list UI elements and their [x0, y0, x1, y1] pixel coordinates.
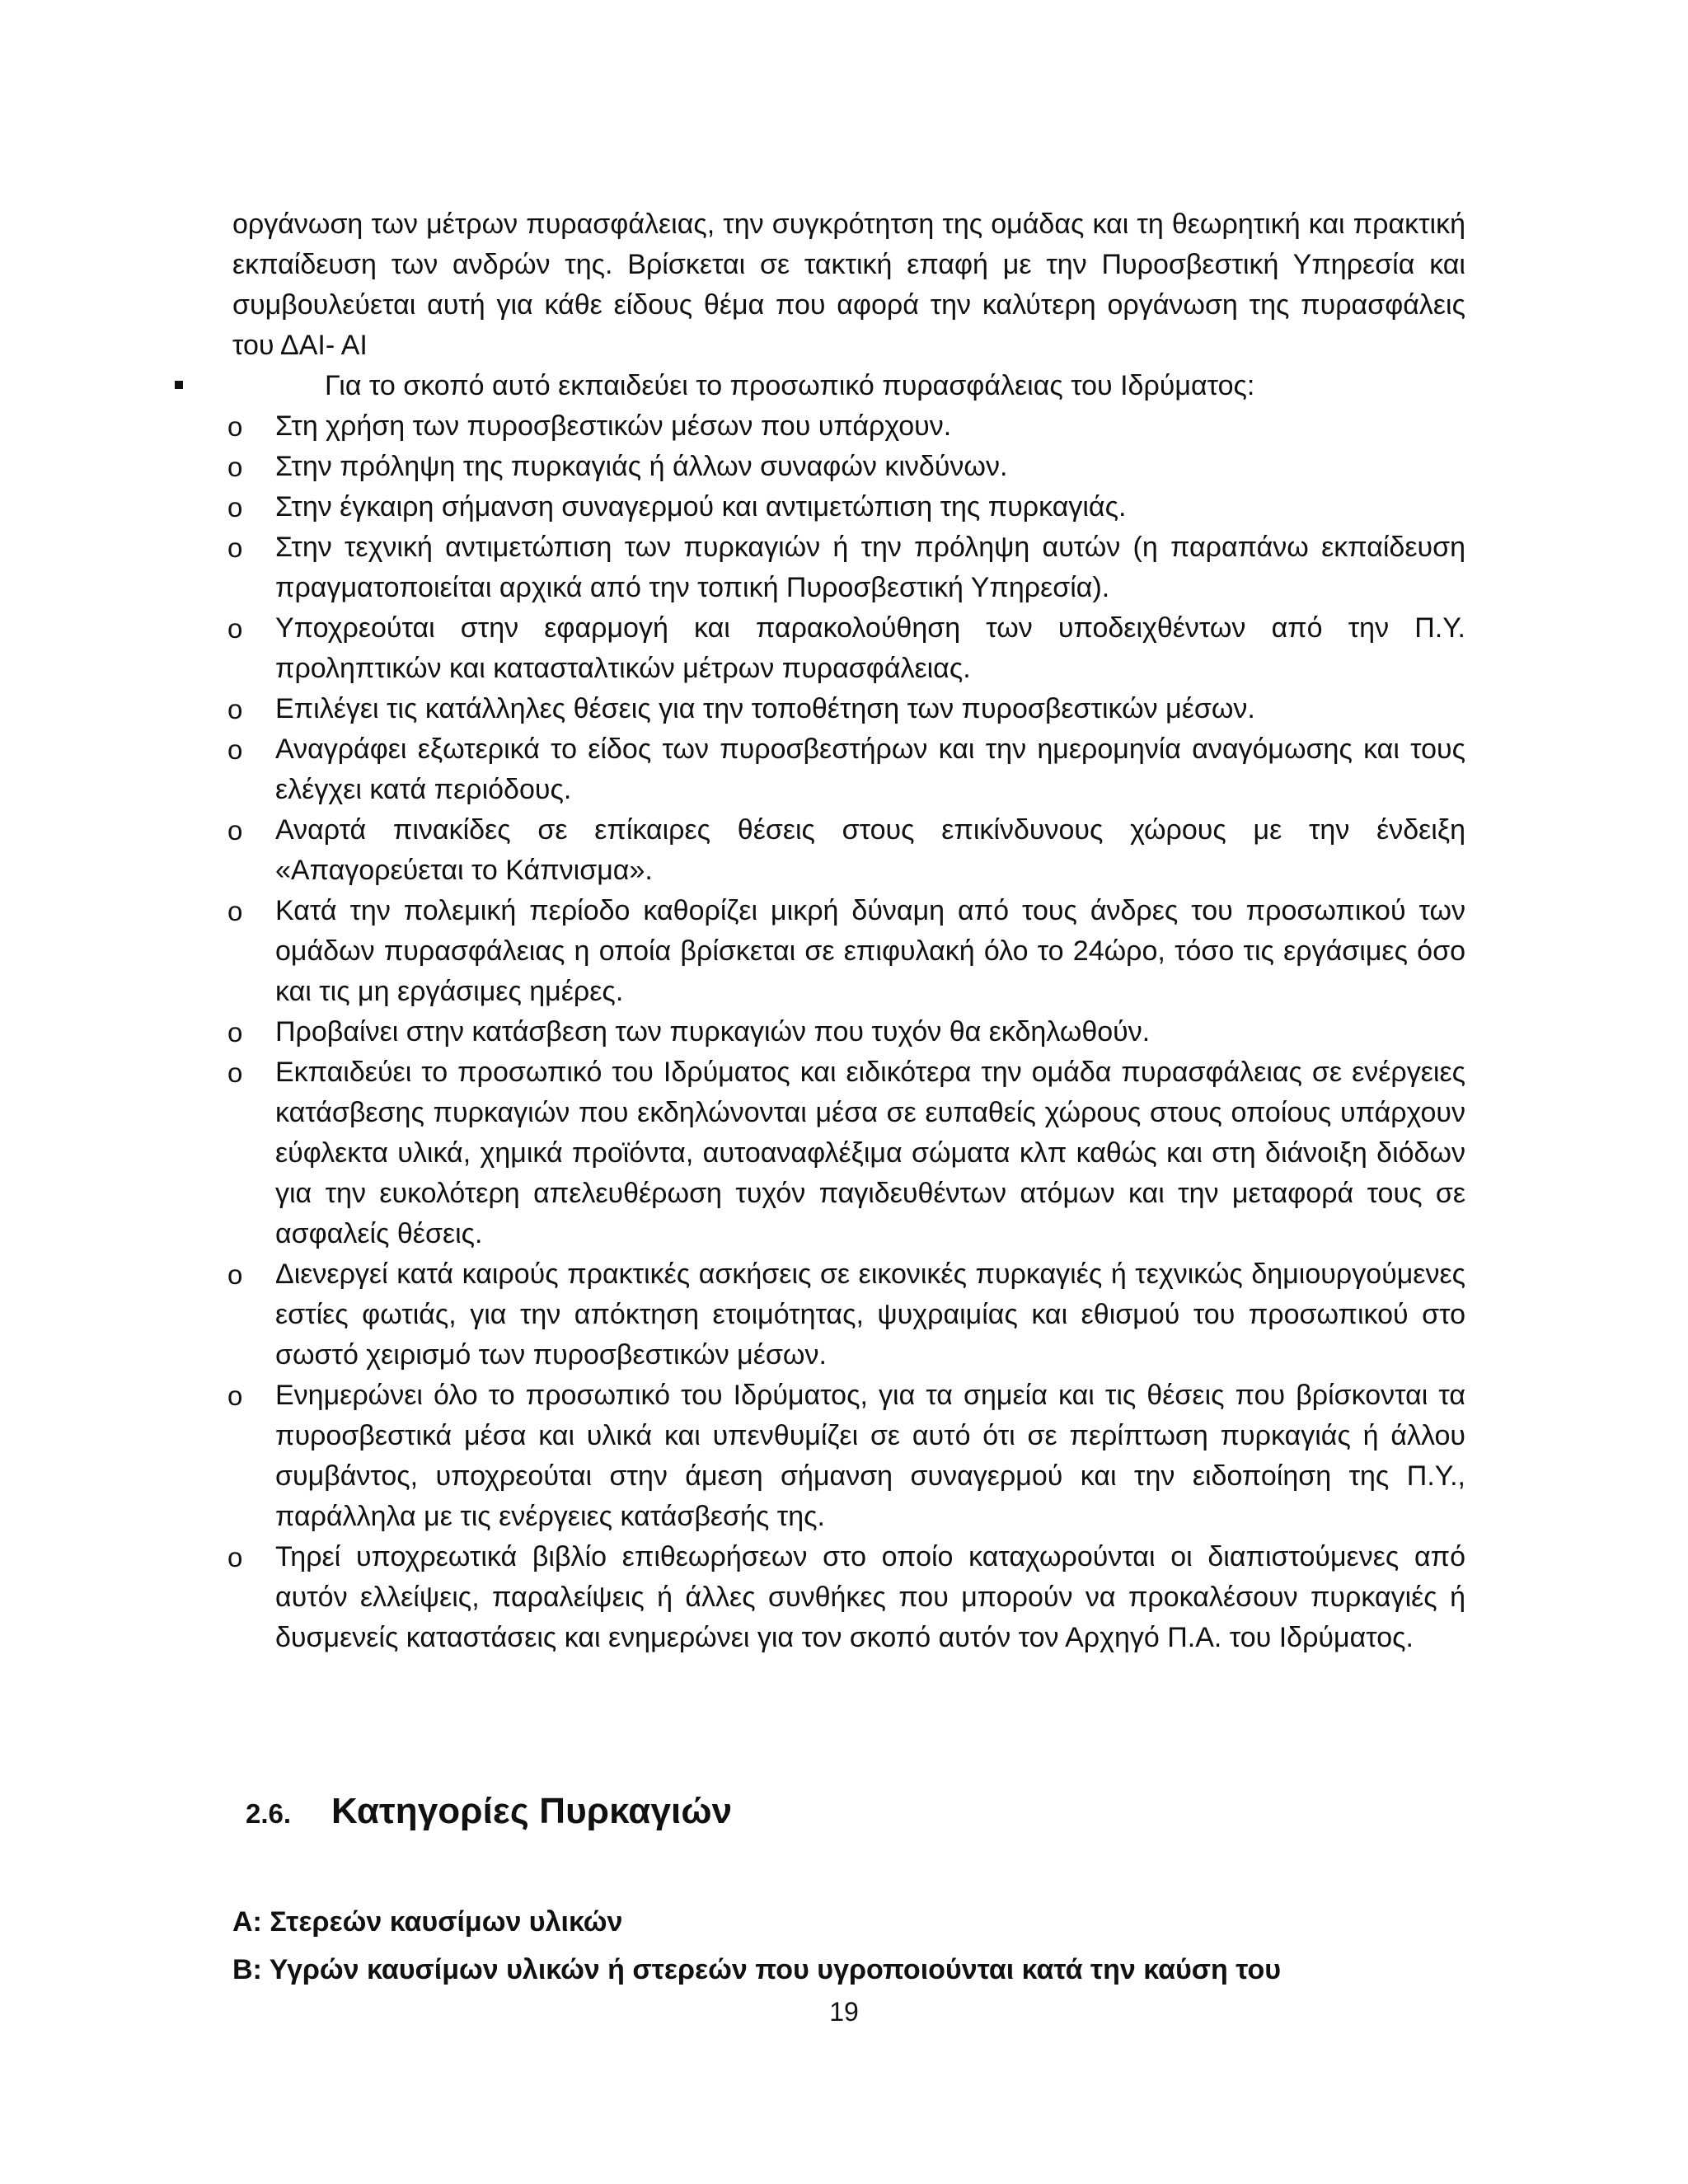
section-number: 2.6. [246, 1798, 292, 1829]
list-item-text: Κατά την πολεμική περίοδο καθορίζει μικρή δύναμη από τους άνδρες του προσωπικού των ομάδων πυρασφάλειας η οποία βρίσκεται σε επιφυλακή όλο το 24ώρο, τόσο τις εργάσιμες όσο και τις μη εργάσιμες ημέρες. [275, 895, 1465, 1007]
list-item-text: Στην έγκαιρη σήμανση συναγερμού και αντιμετώπιση της πυρκαγιάς. [275, 491, 1127, 523]
circle-bullet-icon: o [227, 492, 243, 523]
circle-bullet-icon: o [227, 411, 243, 442]
list-item-text: Διενεργεί κατά καιρούς πρακτικές ασκήσεις σε εικονικές πυρκαγιές ή τεχνικώς δημιουργούμενες εστίες φωτιάς, για την απόκτηση ετοιμότητας, ψυχραιμίας και εθισμού του προσωπικού στο σωστό χειρισμό των πυροσβεστικών μέσων. [275, 1258, 1465, 1371]
circle-bullet-icon: o [227, 815, 243, 846]
circle-bullet-icon: o [227, 452, 243, 482]
circle-bullet-icon: o [227, 694, 243, 724]
list-item [227, 1537, 1465, 1658]
section-title: Κατηγορίες Πυρκαγιών [331, 1791, 733, 1831]
circle-bullet-icon: o [227, 1057, 243, 1088]
list-item [227, 487, 1465, 527]
list-item [227, 1376, 1465, 1537]
square-bullet-icon [175, 381, 183, 389]
list-item [227, 527, 1465, 608]
category-a: Α: Στερεών καυσίμων υλικών [232, 1906, 623, 1938]
page-number: 19 [829, 1997, 859, 2027]
list-item [227, 608, 1465, 689]
section-heading [246, 1787, 732, 1839]
list-item-text: Αναρτά πινακίδες σε επίκαιρες θέσεις στους επικίνδυνους χώρους με την ένδειξη «Απαγορεύεται το Κάπνισμα». [275, 814, 1465, 886]
circle-bullet-icon: o [227, 896, 243, 926]
list-item-text: Υποχρεούται στην εφαρμογή και παρακολούθηση των υποδειχθέντων από την Π.Υ. προληπτικών και κατασταλτικών μέτρων πυρασφάλειας. [275, 612, 1465, 684]
list-item-text: Αναγράφει εξωτερικά το είδος των πυροσβεστήρων και την ημερομηνία αναγόμωσης και τους ελέγχει κατά περιόδους. [275, 733, 1465, 805]
list-item-text: Εκπαιδεύει το προσωπικό του Ιδρύματος και ειδικότερα την ομάδα πυρασφάλειας σε ενέργειες κατάσβεσης πυρκαγιών που εκδηλώνονται μέσα σε ευπαθείς χώρους στους οποίους υπάρχουν εύφλεκτα υλικά, χημικά προϊόντα, αυτοαναφλέξιμα σώματα κλπ καθώς και στη διάνοιξη διόδων για την ευκολότερη απελευθέρωση τυχόν παγιδευθέντων ατόμων και την μεταφορά τους σε ασφαλείς θέσεις. [275, 1057, 1465, 1249]
list-item-text: Στην τεχνική αντιμετώπιση των πυρκαγιών ή την πρόληψη αυτών (η παραπάνω εκπαίδευση πραγματοποιείται αρχικά από την τοπική Πυροσβεστική Υπηρεσία). [275, 532, 1465, 603]
circle-bullet-icon: o [227, 532, 243, 563]
list-item-text: Τηρεί υποχρεωτικά βιβλίο επιθεωρήσεων στο οποίο καταχωρούνται οι διαπιστούμενες από αυτόν ελλείψεις, παραλείψεις ή άλλες συνθήκες που μπορούν να προκαλέσουν πυρκαγιές ή δυσμενείς καταστάσεις και ενημερώνει για τον σκοπό αυτόν τον Αρχηγό Π.Α. του Ιδρύματος. [275, 1541, 1465, 1653]
opening-paragraph: οργάνωση των μέτρων πυρασφάλειας, την συγκρότητση της ομάδας και τη θεωρητική και πρακτική εκπαίδευση των ανδρών της. Βρίσκεται σε τακτική επαφή με την Πυροσβεστική Υπηρεσία και συμβουλεύεται αυτή για κάθε είδους θέμα που αφορά την καλύτερη οργάνωση της πυρασφάλεις του ΔΑΙ- ΑΙ [232, 209, 1465, 361]
circle-bullet-icon: o [227, 613, 243, 644]
list-item [227, 1052, 1465, 1254]
list-item-text: Επιλέγει τις κατάλληλες θέσεις για την τοποθέτηση των πυροσβεστικών μέσων. [275, 693, 1255, 724]
list-item-text: Ενημερώνει όλο το προσωπικό του Ιδρύματος, για τα σημεία και τις θέσεις που βρίσκονται τα πυροσβεστικά μέσα και υλικά και υπενθυμίζει σε αυτό ότι σε περίπτωση πυρκαγιάς ή άλλου συμβάντος, υποχρεούται στην άμεση σήμανση συναγερμού και την ειδοποίηση της Π.Υ., παράλληλα με τις ενέργειες κατάσβεσής της. [275, 1380, 1465, 1532]
list-item [227, 1254, 1465, 1376]
square-bullet-item [232, 366, 1465, 406]
list-item [227, 1012, 1465, 1052]
list-item-text: Στην πρόληψη της πυρκαγιάς ή άλλων συναφών κινδύνων. [275, 451, 1008, 482]
circle-bullet-icon: o [227, 1017, 243, 1047]
list-item-text: Προβαίνει στην κατάσβεση των πυρκαγιών που τυχόν θα εκδηλωθούν. [275, 1016, 1151, 1047]
circle-bullet-icon: o [227, 734, 243, 765]
category-b: Β: Υγρών καυσίμων υλικών ή στερεών που υγροποιούνται κατά την καύση του [232, 1954, 1282, 1985]
circle-bullet-icon: o [227, 1542, 243, 1572]
list-item [227, 689, 1465, 729]
list-item [227, 729, 1465, 810]
circle-bullet-icon: o [227, 1380, 243, 1411]
list-item [227, 406, 1465, 447]
document-body [227, 204, 1465, 1658]
list-item-text: Στη χρήση των πυροσβεστικών μέσων που υπάρχουν. [275, 410, 952, 442]
list-item [227, 447, 1465, 487]
circle-bullet-icon: o [227, 1259, 243, 1290]
list-item [227, 810, 1465, 891]
training-list [227, 406, 1465, 1658]
list-item [227, 891, 1465, 1012]
square-bullet-text: Για το σκοπό αυτό εκπαιδεύει το προσωπικό πυρασφάλειας του Ιδρύματος: [325, 370, 1255, 401]
